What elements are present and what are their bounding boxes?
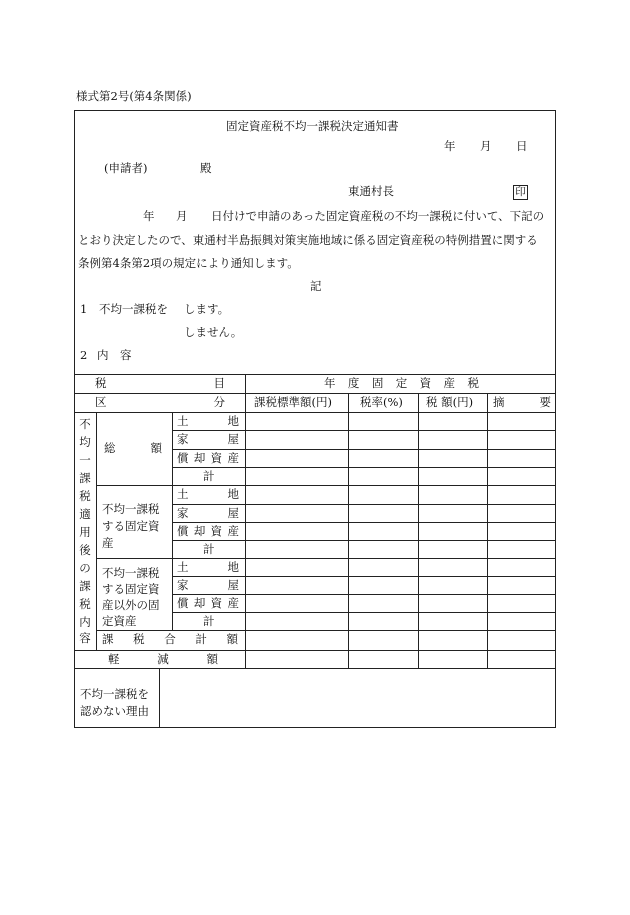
body-month: 月: [176, 209, 188, 223]
kubun-label: 区 分: [95, 395, 225, 409]
col-line: [159, 668, 160, 728]
col-line: [487, 393, 488, 668]
body-line-1: 日付けで申請のあった固定資産税の不均一課税に付いて、下記の: [211, 209, 545, 223]
applicant-label: (申請者): [104, 161, 148, 175]
col-line: [172, 412, 173, 630]
reason-field[interactable]: [162, 671, 552, 725]
row-line: [74, 412, 556, 413]
zeimoku-label: 税 目: [95, 376, 225, 390]
item-2-label: 内 容: [97, 348, 132, 362]
document-title: 固定資産税不均一課税決定通知書: [226, 119, 399, 133]
row-line: [172, 522, 556, 523]
group-total-label: 総 額: [104, 441, 162, 455]
sub-item-depreciable: 償 却 資 産: [177, 524, 239, 538]
col-line: [245, 374, 246, 668]
sub-item-house: 家 屋: [177, 506, 239, 520]
option-shimasu: します。: [184, 302, 230, 316]
col-line: [348, 393, 349, 668]
date-month: 月: [480, 139, 492, 153]
seal-mark: 印: [513, 185, 528, 200]
ki-heading: 記: [310, 279, 322, 293]
body-year: 年: [143, 209, 155, 223]
col-line: [418, 393, 419, 668]
row-line: [74, 668, 556, 669]
reason-label: 不均一課税を 認めない理由: [80, 687, 149, 718]
sub-item-total: 計: [203, 469, 215, 483]
issuer-name: 東通村長: [348, 184, 394, 198]
honorific: 殿: [200, 161, 212, 175]
col-header-remarks: 摘 要: [493, 395, 551, 409]
sub-item-land: 土 地: [177, 560, 239, 574]
sub-item-land: 土 地: [177, 414, 239, 428]
col-line: [96, 412, 97, 650]
body-line-2: とおり決定したので、東通村半島振興対策実施地域に係る固定資産税の特例措置に関する: [78, 233, 538, 247]
col-header-amount: 税 額(円): [426, 395, 474, 409]
tax-total-label: 課 税 合 計 額: [102, 632, 238, 646]
body-line-3: 条例第4条第2項の規定により通知します。: [78, 256, 299, 270]
sub-item-total: 計: [203, 542, 215, 556]
row-line: [172, 449, 556, 450]
sub-item-total: 計: [203, 614, 215, 628]
date-year: 年: [444, 139, 456, 153]
form-number: 様式第2号(第4条関係): [76, 89, 192, 103]
item-1-number: 1: [80, 302, 88, 316]
reduction-label: 軽 減 額: [108, 652, 218, 666]
group-nonuniform-label: 不均一課税 する固定資 産: [102, 502, 160, 550]
row-line: [74, 393, 556, 394]
date-day: 日: [516, 139, 528, 153]
table-top-line: [74, 374, 556, 375]
group-other-label: 不均一課税 する固定資 産以外の固 定資産: [102, 566, 160, 628]
sub-item-house: 家 屋: [177, 578, 239, 592]
sub-item-house: 家 屋: [177, 432, 239, 446]
item-1-label: 不均一課税を: [99, 302, 168, 316]
sub-item-depreciable: 償 却 資 産: [177, 451, 239, 465]
col-header-rate: 税率(%): [360, 395, 403, 409]
row-line: [172, 430, 556, 431]
row-line: [172, 467, 556, 468]
row-line: [172, 540, 556, 541]
col-header-base: 課税標準額(円): [254, 395, 332, 409]
item-2-number: 2: [80, 348, 88, 362]
row-line: [172, 594, 556, 595]
option-shimasen: しません。: [184, 325, 243, 339]
fiscal-year-label: 年 度 固 定 資 産 税: [324, 376, 479, 390]
row-line: [172, 504, 556, 505]
row-line: [172, 612, 556, 613]
sub-item-depreciable: 償 却 資 産: [177, 596, 239, 610]
row-line: [172, 576, 556, 577]
sub-item-land: 土 地: [177, 487, 239, 501]
row-line: [74, 650, 556, 651]
